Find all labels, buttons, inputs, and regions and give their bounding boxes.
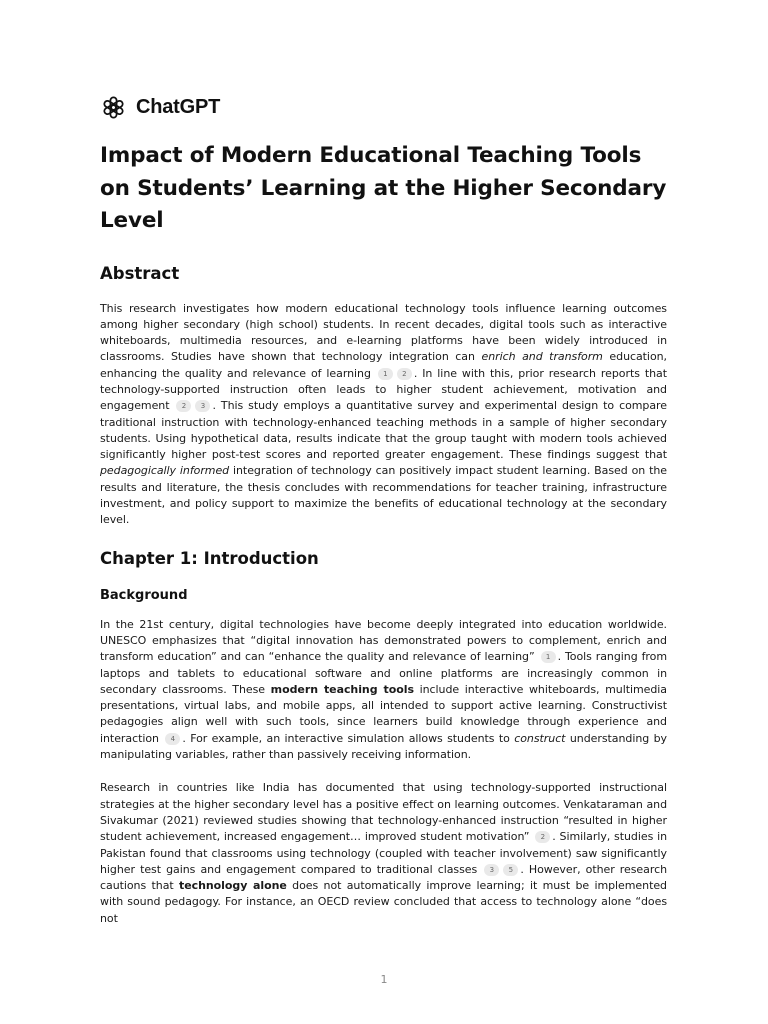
openai-logo-icon [100,94,127,121]
citation-badge[interactable]: 5 [503,864,518,876]
citation-badge[interactable]: 1 [541,651,556,663]
document-title: Impact of Modern Educational Teaching Tools on Students’ Learning at the Higher Secondary Level [100,143,667,233]
citation-badge[interactable]: 2 [397,368,412,380]
background-paragraph-1: In the 21st century, digital technologies have become deeply integrated into education worldwide. UNESCO emphasizes that “digital innovation has demonstrated powers to complement, enrich and transform education” and can “enhance the quality and relevance of learning” 1 . Tools ranging from laptops and tablets to educational software and online platforms are increasingly common in secondary classrooms. These modern teaching tools include interactive whiteboards, multimedia presentations, virtual labs, and mobile apps, all intended to support active learning. Constructivist pedagogies align well with such tools, since learners build knowledge through experience and interaction 4 . For example, an interactive simulation allows students to construct understanding by manipulating variables, rather than passively receiving information. [100,617,667,762]
background-heading: Background [100,587,188,603]
page-number: 1 [380,973,388,986]
citation-badge[interactable]: 3 [195,400,210,412]
citation-badge[interactable]: 3 [484,864,499,876]
background-paragraph-2: Research in countries like India has documented that using technology-supported instructional strategies at the higher secondary level has a positive effect on learning outcomes. Venkataraman and Sivakumar (2021) reviewed studies showing that technology-enhanced instruction “resulted in higher student achievement, increased engagement… improved student motivation” 2 . Similarly, studies in Pakistan found that classrooms using technology (coupled with teacher involvement) saw significantly higher test gains and engagement compared to traditional classes 3 5 . However, other research cautions that technology alone does not automatically improve learning; it must be implemented with sound pedagogy. For instance, an OECD review concluded that access to technology alone “does not [100,781,667,925]
abstract-paragraph: This research investigates how modern educational technology tools influence learning outcomes among higher secondary (high school) students. In recent decades, digital tools such as interactive whiteboards, multimedia resources, and e-learning platforms have been widely introduced in classrooms. Studies have shown that technology integration can enrich and transform education, enhancing the quality and relevance of learning 1 2 . In line with this, prior research reports that technology-supported instruction often leads to higher student achievement, motivation and engagement 2 3 . This study employs a quantitative survey and experimental design to compare traditional instruction with technology-enhanced teaching methods in a sample of higher secondary students. Using hypothetical data, results indicate that the group taught with modern tools achieved significantly higher post-test scores and reported greater engagement. These findings suggest that pedagogically informed integration of technology can positively impact student learning. Based on the results and literature, the thesis concludes with recommendations for teacher training, infrastructure investment, and policy support to maximize the benefits of educational technology at the secondary level. [100,301,667,527]
document-body [100,140,667,927]
brand-header [100,94,220,121]
citation-badge[interactable]: 1 [378,368,393,380]
citation-badge[interactable]: 2 [535,831,550,843]
brand-name: ChatGPT [136,96,221,118]
citation-badge[interactable]: 4 [165,733,180,745]
chapter-heading: Chapter 1: Introduction [100,548,319,568]
citation-badge[interactable]: 2 [176,400,191,412]
abstract-heading: Abstract [100,263,180,283]
